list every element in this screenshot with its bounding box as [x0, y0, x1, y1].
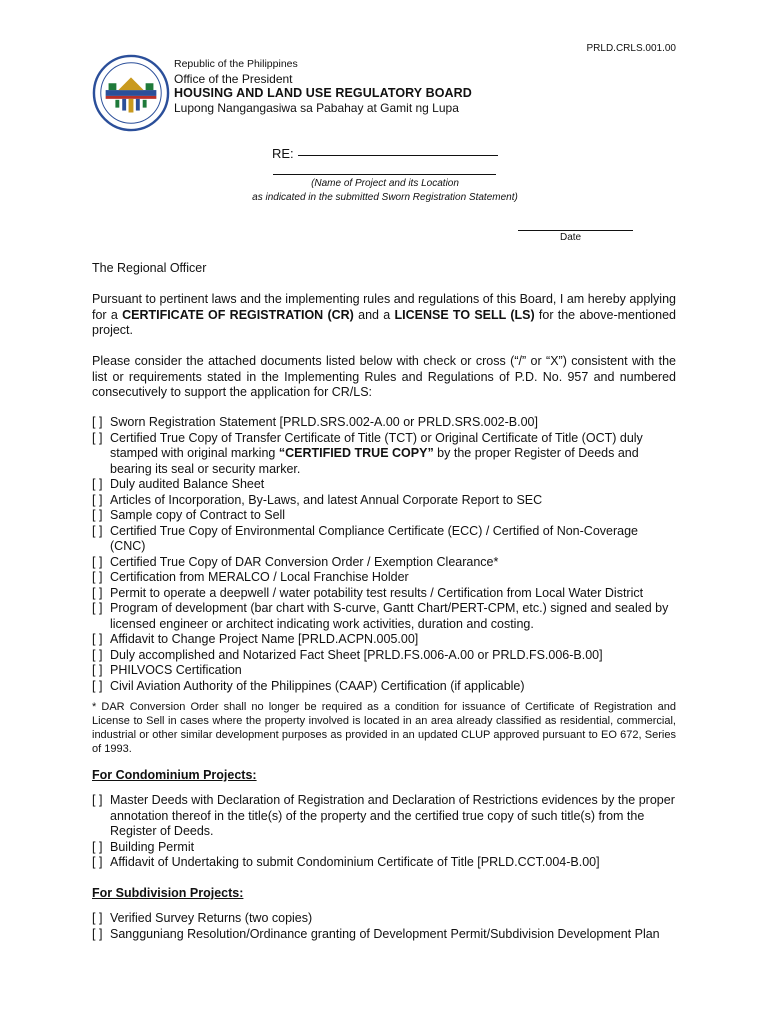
re-note-line2: as indicated in the submitted Sworn Registration Statement): [252, 191, 518, 203]
para1-text-b: and a: [353, 307, 395, 322]
list-item: [ ] Sworn Registration Statement [PRLD.SRS.002-A.00 or PRLD.SRS.002-B.00]: [92, 415, 538, 429]
re-note: [200, 177, 570, 204]
re-label: RE:: [272, 146, 294, 161]
list-item: [ ] Duly audited Balance Sheet: [92, 477, 265, 491]
list-item: [ ] Articles of Incorporation, By-Laws, and latest Annual Corporate Report to SEC: [92, 492, 543, 507]
checkbox[interactable]: [ ]: [92, 415, 103, 429]
checkbox[interactable]: [ ]: [92, 855, 103, 869]
hlurb-seal-logo: [92, 54, 170, 132]
checkbox[interactable]: [ ]: [92, 678, 103, 693]
re-field: [272, 146, 498, 161]
checkbox[interactable]: [ ]: [92, 926, 103, 941]
list-item: [ ] Permit to operate a deepwell / water potability test results / Certification from Local Water District: [92, 585, 644, 600]
checkbox[interactable]: [ ]: [92, 570, 103, 584]
list-item: [ ] Sangguniang Resolution/Ordinance granting of Development Permit/Subdivision Development Plan: [92, 926, 660, 941]
paragraph-instructions: Please consider the attached documents listed below with check or cross (“/” or “X”) consistent with the list or requirements stated in the Implementing Rules and Regulations of P.D. No. 957 and numbered consecutively to support the application for CR/LS:: [92, 354, 676, 399]
checkbox[interactable]: [ ]: [92, 477, 103, 491]
checkbox[interactable]: [ ]: [92, 793, 103, 807]
checkbox[interactable]: [ ]: [92, 601, 103, 615]
letterhead-tagalog: Lupong Nangangasiwa sa Pabahay at Gamit ng Lupa: [174, 100, 459, 115]
footnote-dar: * DAR Conversion Order shall no longer be required as a condition for issuance of Certificate of Registration and License to Sell in cases where the property involved is located in an area already classified as residential, commercial, industrial or other similar development purposes as provided in an updated CLUP approved pursuant to EO 672, Series of 1993.: [92, 701, 676, 755]
checkbox[interactable]: [ ]: [92, 647, 103, 662]
condo-heading: For Condominium Projects:: [92, 768, 257, 782]
date-blank-line: [518, 230, 633, 231]
requirements-list: [92, 415, 676, 694]
checkbox[interactable]: [ ]: [92, 632, 103, 646]
list-item: [ ] Certified True Copy of DAR Conversion Order / Exemption Clearance*: [92, 554, 499, 569]
list-item: [ ] Building Permit: [92, 839, 195, 854]
re-blank-line: [298, 155, 498, 156]
checkbox[interactable]: [ ]: [92, 911, 103, 925]
letterhead-office: Office of the President: [174, 71, 293, 86]
re-note-line1: (Name of Project and its Location: [311, 178, 459, 189]
paragraph-application: [92, 292, 676, 339]
list-item: [ ] Program of development (bar chart with S-curve, Gantt Chart/PERT-CPM, etc.) signed and sealed by licensed engineer or architect indicating work activities, duration and costing.: [92, 601, 669, 631]
para1-text-a: Pursuant to pertinent laws and the implementing rules and regulations of this Board, I am hereby applying for a: [92, 292, 676, 322]
para1-cr: CERTIFICATE OF REGISTRATION (CR): [122, 307, 354, 322]
checkbox[interactable]: [ ]: [92, 508, 103, 522]
letterhead-republic: Republic of the Philippines: [174, 58, 298, 70]
list-item: [ ] Verified Survey Returns (two copies): [92, 911, 313, 925]
checkbox[interactable]: [ ]: [92, 523, 103, 538]
list-item: [ ] PHILVOCS Certification: [92, 663, 242, 677]
checkbox[interactable]: [ ]: [92, 585, 103, 600]
list-item: [ ] Duly accomplished and Notarized Fact Sheet [PRLD.FS.006-A.00 or PRLD.FS.006-B.00]: [92, 647, 603, 662]
certified-true-copy-marking: “CERTIFIED TRUE COPY”: [278, 446, 434, 460]
list-item: [ ] Master Deeds with Declaration of Registration and Declaration of Restrictions evidences by the proper annotation thereof in the title(s) of the property and the certified true copy of such title(s) from the Register of Deeds.: [92, 793, 675, 838]
re-blank-line-2: [273, 174, 496, 175]
list-item: [ ] Certified True Copy of Transfer Certificate of Title (TCT) or Original Certificate of Title (OCT) duly stamped with original marking “CERTIFIED TRUE COPY” by the proper Register of Deeds and bearing its seal or security marker.: [92, 430, 643, 476]
condo-requirements-list: [92, 793, 676, 871]
subdivision-heading: For Subdivision Projects:: [92, 886, 244, 900]
checkbox[interactable]: [ ]: [92, 839, 103, 854]
letterhead-agency: HOUSING AND LAND USE REGULATORY BOARD: [174, 86, 472, 100]
list-item: [ ] Affidavit to Change Project Name [PRLD.ACPN.005.00]: [92, 632, 419, 646]
form-code: PRLD.CRLS.001.00: [586, 43, 676, 54]
list-item: [ ] Sample copy of Contract to Sell: [92, 508, 286, 522]
letterhead: [174, 57, 472, 115]
para1-ls: LICENSE TO SELL (LS): [394, 307, 535, 322]
addressee: The Regional Officer: [92, 261, 207, 275]
checkbox[interactable]: [ ]: [92, 430, 103, 445]
checkbox[interactable]: [ ]: [92, 554, 103, 569]
date-label: Date: [560, 232, 582, 243]
list-item: [ ] Certified True Copy of Environmental Compliance Certificate (ECC) / Certified of Non-Coverage (CNC): [92, 523, 638, 553]
list-item: [ ] Civil Aviation Authority of the Philippines (CAAP) Certification (if applicable): [92, 678, 525, 693]
checkbox[interactable]: [ ]: [92, 492, 103, 507]
para1-text-c: for the above-mentioned project.: [92, 307, 676, 337]
list-item: [ ] Certification from MERALCO / Local Franchise Holder: [92, 570, 409, 584]
subdivision-requirements-list: [92, 911, 676, 942]
list-item: [ ] Affidavit of Undertaking to submit Condominium Certificate of Title [PRLD.CCT.004-B.00]: [92, 855, 600, 869]
checkbox[interactable]: [ ]: [92, 663, 103, 677]
